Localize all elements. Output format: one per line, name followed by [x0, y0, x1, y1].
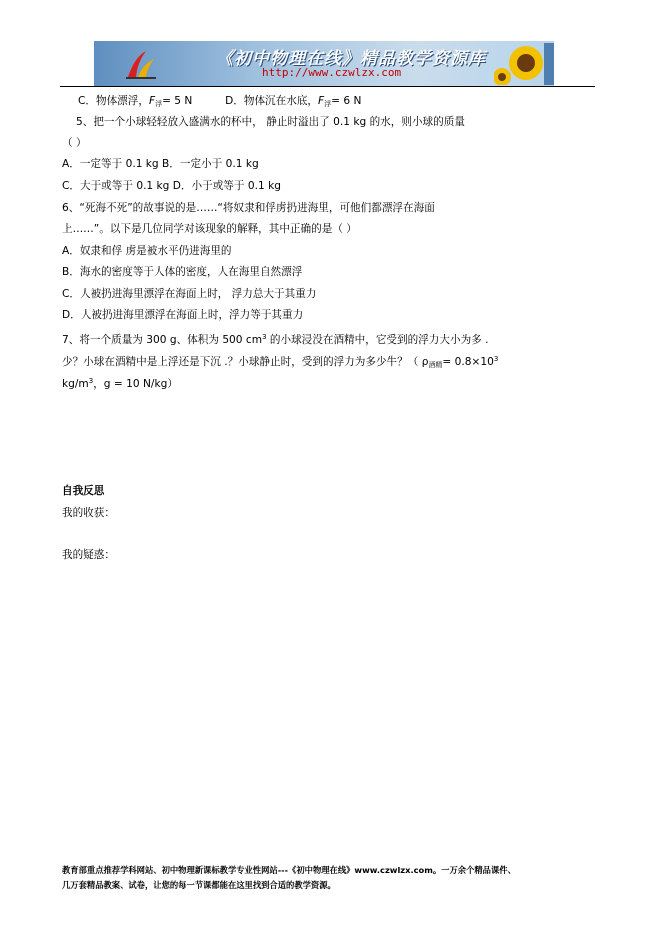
- banner-title: 《初中物理在线》精品教学资源库: [216, 49, 486, 69]
- question-5-blank: （ ）: [62, 137, 87, 149]
- footer-line-2: 几万套精品教案、试卷，让您的每一节课都能在这里找到合适的教学资源。: [62, 880, 336, 890]
- option-d: D．物体沉在水底，: [225, 95, 319, 107]
- force-value: = 6 N: [331, 95, 362, 107]
- header-banner: [94, 41, 554, 86]
- logo-icon: [124, 47, 158, 81]
- reflection-doubt-label: 我的疑惑：: [62, 549, 115, 561]
- banner-url[interactable]: http://www.czwlzx.com: [262, 66, 402, 79]
- reflection-heading: 自我反思: [62, 485, 105, 497]
- force-subscript: 浮: [155, 100, 163, 108]
- unit-exponent: 3: [262, 333, 267, 341]
- unit-exponent: 3: [88, 377, 94, 385]
- question-6-option-b: B．海水的密度等于人体的密度，人在海里自然漂浮: [62, 266, 303, 278]
- question-5-options-ab: A．一定等于 0.1 kg B．一定小于 0.1 kg: [62, 158, 259, 170]
- force-subscript: 浮: [324, 100, 332, 108]
- question-7-text: 少？小球在酒精中是上浮还是下沉 .？小球静止时，受到的浮力为多少牛？（ ρ: [62, 356, 429, 368]
- question-7: [62, 330, 489, 347]
- question-6: 6、“死海不死”的故事说的是……“将奴隶和俘虏扔进海里，可他们都漂浮在海面: [62, 202, 435, 214]
- question-7-text-cont: 的小球浸没在酒精中，它受到的浮力大小为多 .: [266, 334, 489, 346]
- density-unit: kg/m: [62, 378, 89, 390]
- question-6-cont: 上……”。以下是几位同学对该现象的解释，其中正确的是（ ）: [62, 223, 357, 235]
- question-7-text: 7、将一个质量为 300 g、体积为 500 cm: [62, 334, 263, 346]
- question-7-line2: [62, 352, 498, 372]
- question-6-option-c: C．人被扔进海里漂浮在海面上时， 浮力总大于其重力: [62, 288, 317, 300]
- footer-line-1: 教育部重点推荐学科网站、初中物理新课标教学专业性网站---《初中物理在线》www.czwlzx.com。一万余个精品课件、: [62, 865, 516, 875]
- force-symbol: F: [318, 95, 325, 107]
- question-5-options-cd: C．大于或等于 0.1 kg D．小于或等于 0.1 kg: [62, 180, 281, 192]
- question-7-line3: [62, 374, 178, 391]
- option-line-cd: [78, 94, 361, 111]
- sunflower-icon: [494, 43, 554, 85]
- reflection-gain-label: 我的收获：: [62, 507, 115, 519]
- gravity-constant: ，g = 10 N/kg）: [93, 378, 178, 390]
- density-exponent: 3: [493, 355, 499, 363]
- density-subscript: 酒精: [428, 361, 443, 369]
- header-rule: [60, 86, 595, 87]
- force-symbol: F: [148, 95, 156, 107]
- force-value: = 5 N: [162, 95, 193, 107]
- question-6-option-d: D．人被扔进海里漂浮在海面上时，浮力等于其重力: [62, 309, 304, 321]
- question-6-option-a: A．奴隶和俘 虏是被水平仍进海里的: [62, 245, 232, 257]
- option-c: C．物体漂浮，: [78, 95, 149, 107]
- density-value: = 0.8×10: [442, 356, 494, 368]
- question-5: 5、把一个小球轻轻放入盛满水的杯中， 静止时溢出了 0.1 kg 的水，则小球的质量: [76, 116, 465, 128]
